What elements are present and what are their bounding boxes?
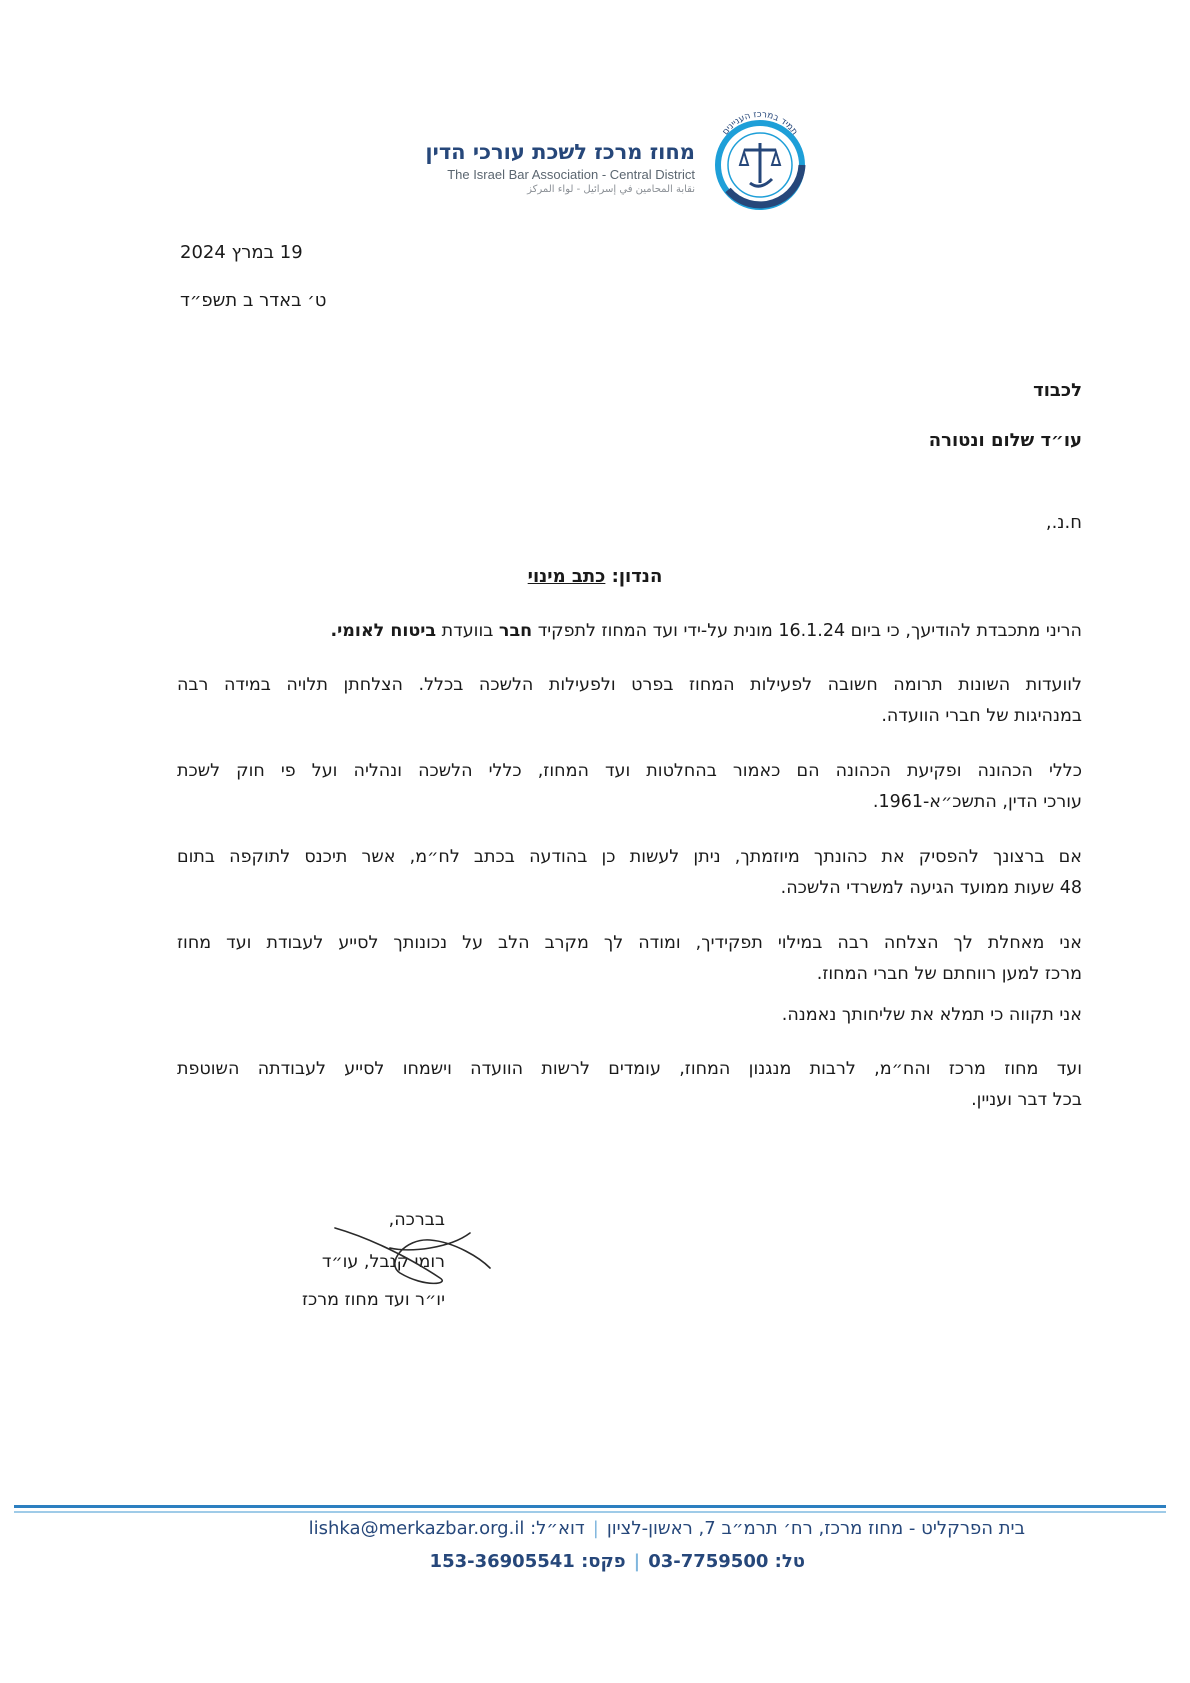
- paragraph-appointment: [177, 616, 1082, 647]
- footer-phone-label: טל:: [774, 1551, 805, 1572]
- org-name-english: The Israel Bar Association - Central District: [447, 167, 695, 182]
- date-gregorian: 19 במרץ 2024: [180, 242, 303, 263]
- emblem-ring-text: תמיד במרכז העניינים: [720, 109, 800, 138]
- p1-part2: בוועדת: [436, 621, 499, 641]
- p3-line-1: כללי הכהונה ופקיעת הכהונה הם כאמור בהחלטות ועד המחוז, כללי הלשכה ונהליה ועל פי חוק לשכת: [177, 761, 1082, 781]
- bar-association-emblem-icon: [698, 95, 823, 220]
- p1-bold-role: חבר: [498, 621, 533, 641]
- paragraph-committees: [177, 670, 1082, 732]
- subject-text: כתב מינוי: [527, 566, 606, 587]
- footer-email-link[interactable]: lishka@merkazbar.org.il: [308, 1518, 525, 1539]
- footer-fax-label: פקס:: [581, 1551, 626, 1572]
- p4-line-1: אם ברצונך להפסיק את כהונתך מיוזמתך, ניתן לעשות כן בהודעה בכתב לח״מ, אשר תיכנס לתוקפה בתום: [177, 847, 1082, 867]
- org-name-arabic: نقابة المحامين في إسرائيل - لواء المركز: [527, 184, 695, 195]
- org-name-hebrew: מחוז מרכז לשכת עורכי הדין: [425, 140, 695, 164]
- p3-line-2: עורכי הדין, התשכ״א-1961.: [872, 792, 1082, 812]
- p7-line-2: בכל דבר ועניין.: [971, 1090, 1082, 1110]
- footer-divider: [14, 1505, 1166, 1508]
- paragraph-resignation: [177, 842, 1082, 904]
- letterhead-org-names: [425, 140, 695, 195]
- p4-line-2: 48 שעות ממועד הגיעה למשרדי הלשכה.: [780, 878, 1082, 898]
- paragraph-tenure-rules: [177, 756, 1082, 818]
- footer-contact-line: טל: 03-7759500|פקס: 153-36905541: [429, 1551, 805, 1572]
- subject-label: הנדון:: [611, 566, 663, 587]
- footer-phone[interactable]: 03-7759500: [648, 1551, 769, 1572]
- p6-line: אני תקווה כי תמלא את שליחותך נאמנה.: [781, 1005, 1082, 1025]
- footer-address: בית הפרקליט - מחוז מרכז, רח׳ תרמ״ב 7, ראשון-לציון: [606, 1518, 1025, 1539]
- closing: בברכה,: [388, 1210, 445, 1230]
- footer-divider-light: [14, 1511, 1166, 1513]
- footer-email-label: דוא״ל:: [530, 1518, 585, 1539]
- greeting: ח.נ.,: [1045, 512, 1082, 533]
- paragraph-hope: [177, 1000, 1082, 1031]
- paragraph-wishes: [177, 928, 1082, 990]
- footer-fax: 153-36905541: [429, 1551, 575, 1572]
- signer-title: יו״ר ועד מחוז מרכז: [301, 1290, 445, 1310]
- p1-bold-committee: ביטוח לאומי.: [330, 621, 437, 641]
- p2-line-1: לוועדות השונות תרומה חשובה לפעילות המחוז בפרט ולפעילות הלשכה בכלל. הצלחתן תלויה במידה רבה: [177, 675, 1082, 695]
- honorific: לכבוד: [1033, 380, 1082, 401]
- subject-line: [0, 566, 1190, 587]
- signer-name: רומי קנבל, עו״ד: [321, 1252, 445, 1272]
- p1-part1: הריני מתכבדת להודיעך, כי ביום 16.1.24 מונית על-ידי ועד המחוז לתפקיד: [532, 621, 1082, 641]
- p2-line-2: במנהיגות של חברי הוועדה.: [881, 706, 1082, 726]
- p7-line-1: ועד מחוז מרכז והח״מ, לרבות מנגנון המחוז, עומדים לרשות הוועדה וישמחו לסייע לעבודתה השוטפת: [177, 1059, 1082, 1079]
- handwritten-signature-icon: [330, 1218, 495, 1293]
- p5-line-1: אני מאחלת לך הצלחה רבה במילוי תפקידיך, ומודה לך מקרב הלב על נכונותך לסייע לעבודת ועד מחוז: [177, 933, 1082, 953]
- addressee-name: עו״ד שלום ונטורה: [928, 430, 1082, 451]
- p5-line-2: מרכז למען רווחתם של חברי המחוז.: [816, 964, 1082, 984]
- footer-address-line: בית הפרקליט - מחוז מרכז, רח׳ תרמ״ב 7, ראשון-לציון|דוא״ל: lishka@merkazbar.org.il: [308, 1518, 1025, 1539]
- date-hebrew: ט׳ באדר ב תשפ״ד: [180, 290, 327, 311]
- paragraph-support: [177, 1054, 1082, 1116]
